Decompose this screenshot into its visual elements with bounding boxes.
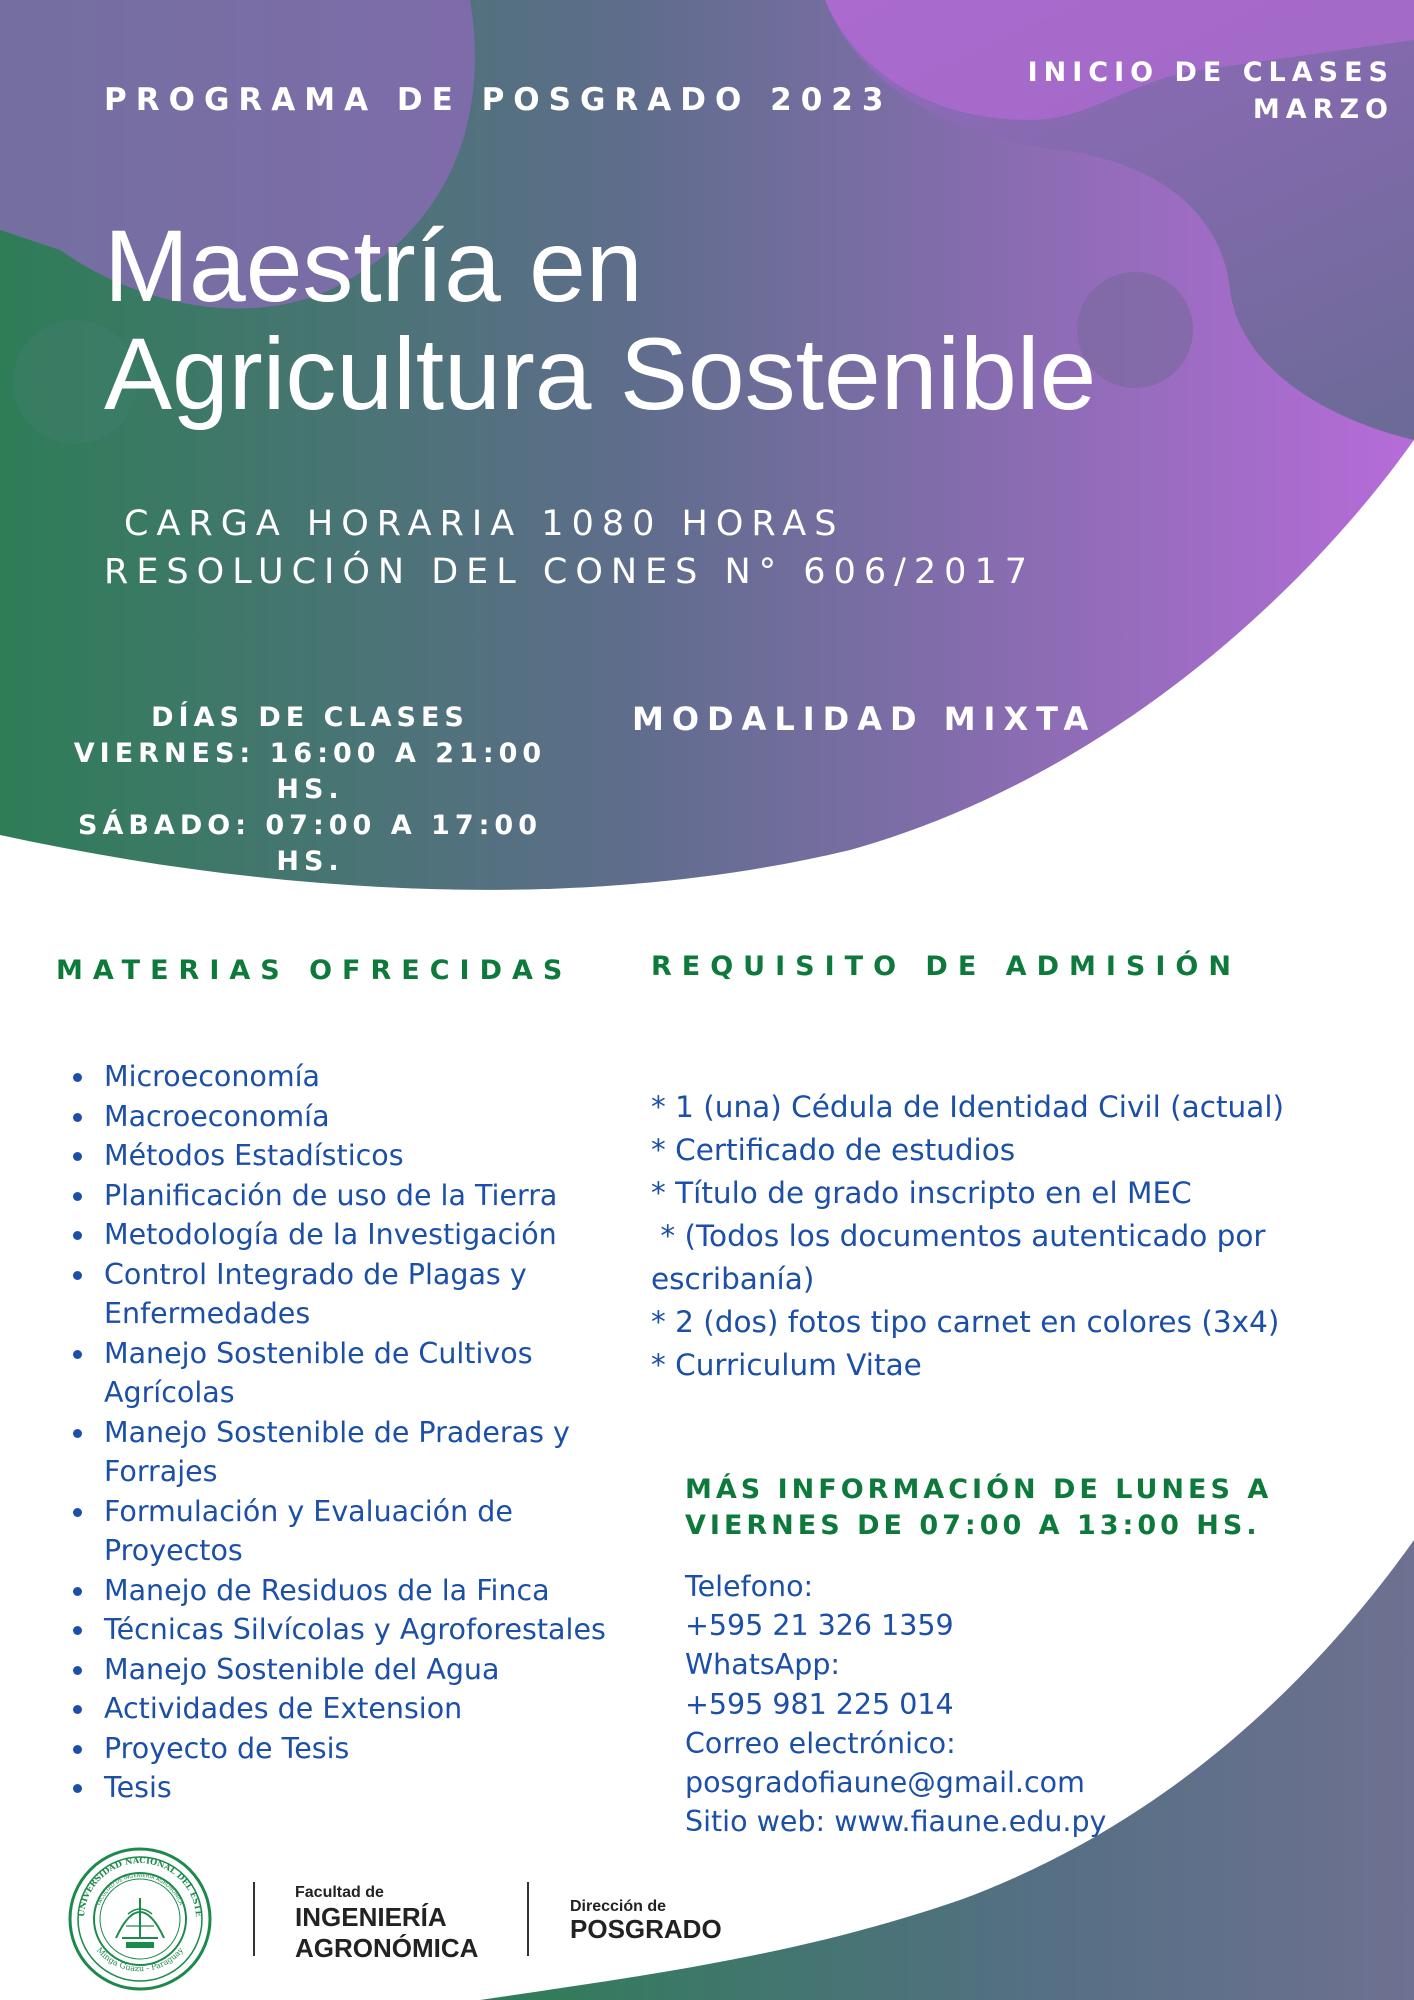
requirement-item: * 1 (una) Cédula de Identidad Civil (actual) bbox=[651, 1090, 1285, 1124]
modality-label: MODALIDAD MIXTA bbox=[632, 700, 1097, 738]
faculty-small-label: Facultad de bbox=[295, 1884, 384, 1901]
list-item: Manejo de Residuos de la Finca bbox=[104, 1571, 644, 1611]
requirement-item: * (Todos los documentos autenticado por escribanía) bbox=[651, 1219, 1275, 1296]
university-seal-logo bbox=[66, 1846, 216, 1992]
list-item: Planificación de uso de la Tierra bbox=[104, 1176, 644, 1216]
workload-text: CARGA HORARIA 1080 HORAS bbox=[124, 504, 845, 544]
requirements-list bbox=[651, 1086, 1341, 1387]
requirement-item: * Certificado de estudios bbox=[651, 1133, 1016, 1167]
seal-text-top: UNIVERSIDAD NACIONAL DEL ESTE bbox=[75, 1854, 205, 1918]
direction-small-label: Dirección de bbox=[570, 1898, 667, 1915]
list-item: Formulación y Evaluación de Proyectos bbox=[104, 1492, 644, 1571]
direction-name: POSGRADO bbox=[570, 1914, 722, 1944]
divider bbox=[253, 1882, 255, 1956]
email-label: Correo electrónico: bbox=[685, 1726, 956, 1760]
faculty-name-line-2: AGRONÓMICA bbox=[295, 1933, 479, 1963]
email-link[interactable]: posgradofiaune@gmail.com bbox=[685, 1766, 1085, 1800]
list-item: Actividades de Extension bbox=[104, 1689, 644, 1729]
contact-block bbox=[685, 1567, 1106, 1841]
list-item: Técnicas Silvícolas y Agroforestales bbox=[104, 1610, 644, 1650]
faculty-name-line-1: INGENIERÍA bbox=[295, 1902, 447, 1932]
list-item: Metodología de la Investigación bbox=[104, 1215, 644, 1255]
list-item: Manejo Sostenible del Agua bbox=[104, 1650, 644, 1690]
requirement-item: * Título de grado inscripto en el MEC bbox=[651, 1176, 1192, 1210]
phone-label: Telefono: bbox=[685, 1570, 814, 1603]
seal-text-bottom: Minga Guazú - Paraguay bbox=[94, 1945, 186, 1974]
course-info bbox=[104, 500, 1035, 596]
list-item: Control Integrado de Plagas y Enfermedades bbox=[104, 1255, 644, 1334]
website-link[interactable]: Sitio web: www.fiaune.edu.py bbox=[685, 1805, 1107, 1839]
requirement-item: * 2 (dos) fotos tipo carnet en colores (3x4) bbox=[651, 1305, 1280, 1339]
requirements-heading: REQUISITO DE ADMISIÓN bbox=[651, 951, 1241, 982]
title-line-1: Maestría en bbox=[104, 209, 643, 323]
whatsapp-number[interactable]: +595 981 225 014 bbox=[685, 1687, 954, 1721]
phone-number[interactable]: +595 21 326 1359 bbox=[685, 1609, 954, 1643]
list-item: Métodos Estadísticos bbox=[104, 1136, 644, 1176]
list-item: Tesis bbox=[104, 1768, 644, 1808]
seal-text-inner: FACULTAD DE INGENIERÍA AGRONÓMICA bbox=[96, 1872, 184, 1907]
faculty-name bbox=[295, 1902, 478, 1964]
subjects-list bbox=[56, 1057, 644, 1808]
resolution-text: RESOLUCIÓN DEL CONES N° 606/2017 bbox=[104, 552, 1035, 592]
list-item: Microeconomía bbox=[104, 1057, 644, 1097]
page-title bbox=[104, 209, 1097, 431]
schedule-saturday: SÁBADO: 07:00 A 17:00 HS. bbox=[78, 810, 542, 877]
program-label: PROGRAMA DE POSGRADO 2023 bbox=[104, 82, 893, 118]
schedule-block bbox=[40, 700, 580, 880]
list-item: Manejo Sostenible de Cultivos Agrícolas bbox=[104, 1334, 644, 1413]
divider bbox=[527, 1882, 529, 1956]
subjects-heading: MATERIAS OFRECIDAS bbox=[56, 955, 573, 986]
contact-heading: MÁS INFORMACIÓN DE LUNES A VIERNES DE 07:00 A 13:00 HS. bbox=[685, 1474, 1273, 1541]
start-date-block bbox=[974, 54, 1394, 128]
list-item: Manejo Sostenible de Praderas y Forrajes bbox=[104, 1413, 644, 1492]
whatsapp-label: WhatsApp: bbox=[685, 1648, 841, 1682]
list-item: Macroeconomía bbox=[104, 1097, 644, 1137]
schedule-heading: DÍAS DE CLASES bbox=[151, 702, 469, 733]
requirement-item: * Curriculum Vitae bbox=[651, 1348, 922, 1382]
schedule-friday: VIERNES: 16:00 A 21:00 HS. bbox=[73, 738, 547, 805]
start-month: MARZO bbox=[1252, 94, 1394, 125]
list-item: Proyecto de Tesis bbox=[104, 1729, 644, 1769]
title-line-2: Agricultura Sostenible bbox=[104, 317, 1097, 431]
start-label: INICIO DE CLASES bbox=[1027, 57, 1394, 88]
